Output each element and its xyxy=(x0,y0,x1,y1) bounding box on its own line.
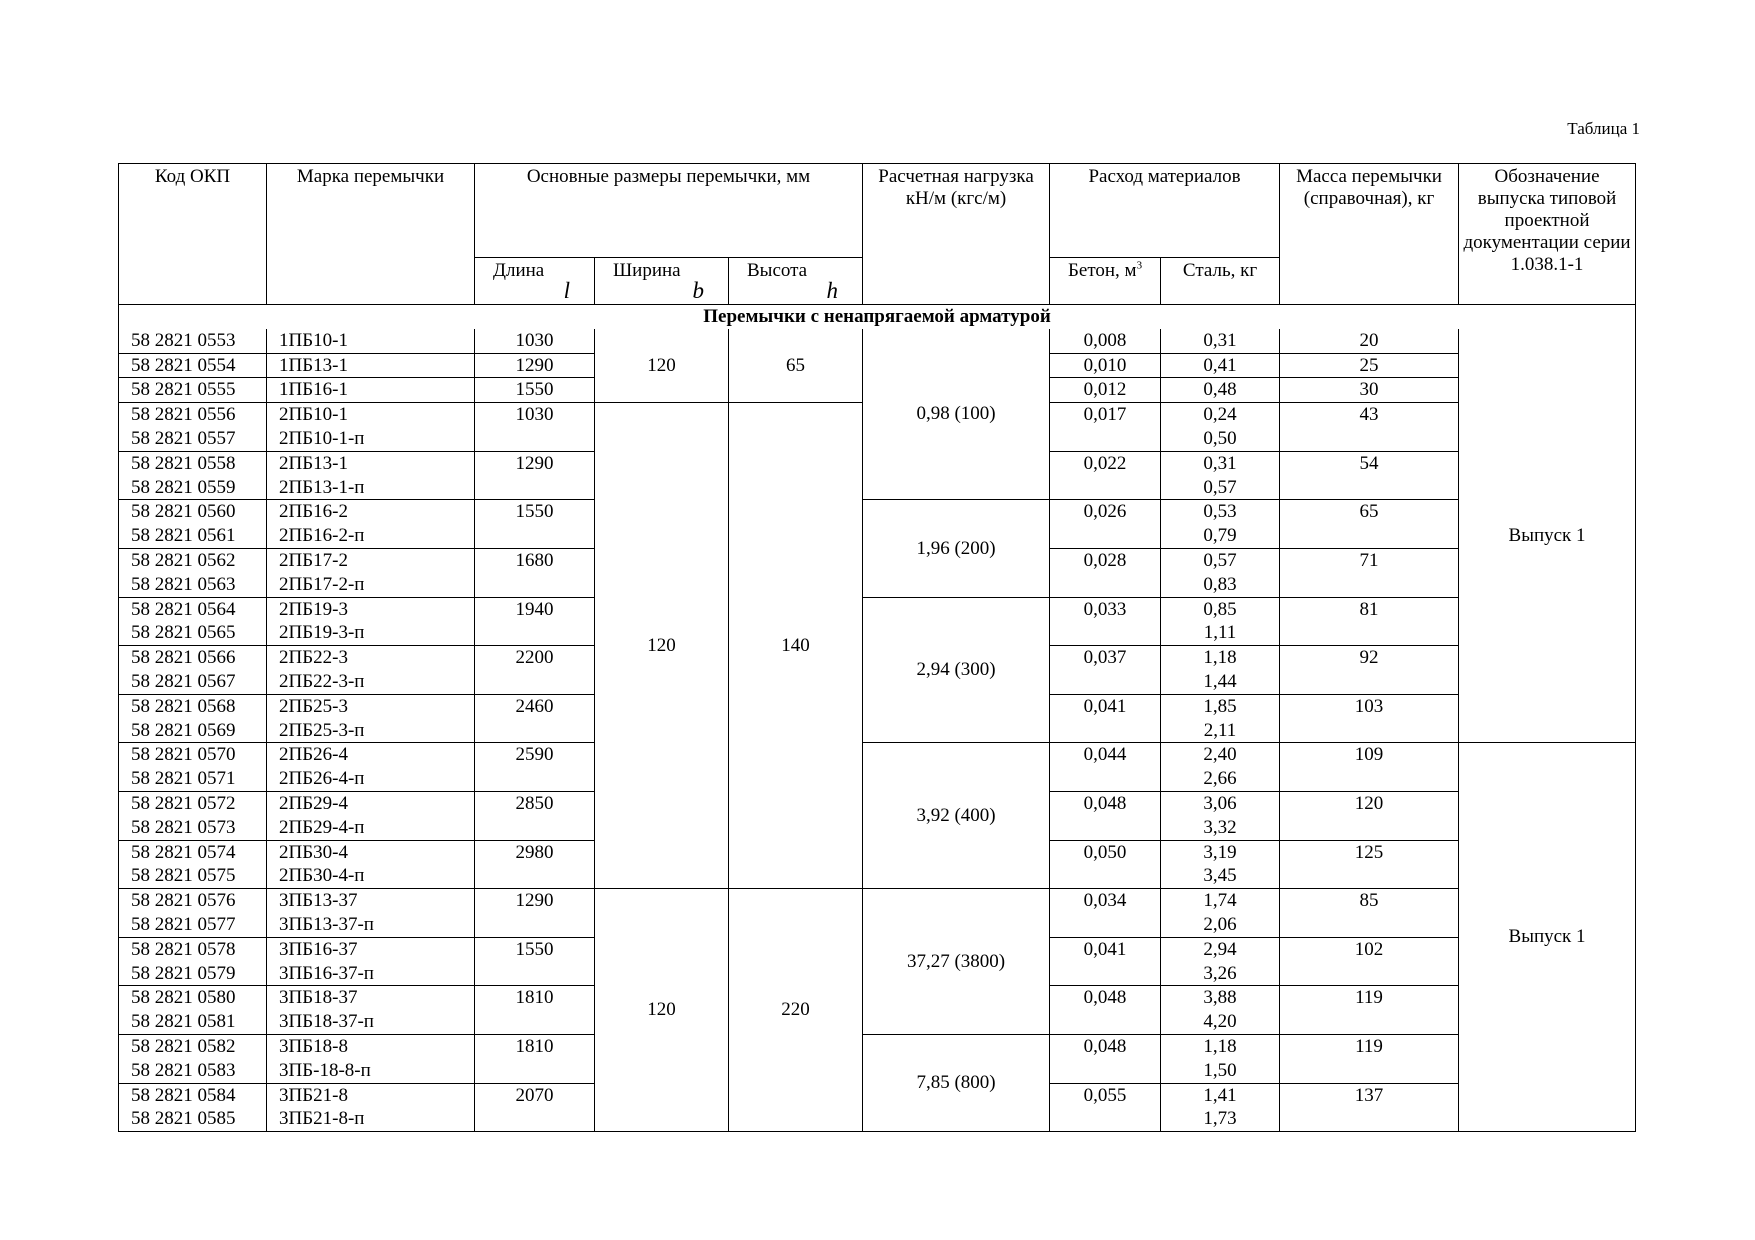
concrete-cell xyxy=(1050,670,1161,694)
mass-cell xyxy=(1280,427,1459,451)
table-body xyxy=(119,305,1636,1132)
header-width xyxy=(595,258,729,305)
steel-cell: 1,11 xyxy=(1161,621,1280,645)
width-cell: 120 xyxy=(595,889,729,1132)
lintel-spec-table xyxy=(118,163,1636,1132)
load-cell: 1,96 (200) xyxy=(863,500,1050,597)
concrete-cell xyxy=(1050,1059,1161,1083)
mark-cell: 2ПБ25-3-п xyxy=(267,719,475,743)
mass-cell: 20 xyxy=(1280,329,1459,353)
okp-code-cell: 58 2821 0582 xyxy=(119,1034,267,1058)
load-cell: 0,98 (100) xyxy=(863,329,1050,500)
okp-code-cell: 58 2821 0563 xyxy=(119,573,267,597)
mass-cell: 109 xyxy=(1280,743,1459,767)
width-cell: 120 xyxy=(595,403,729,889)
load-cell: 37,27 (3800) xyxy=(863,889,1050,1035)
concrete-cell: 0,037 xyxy=(1050,646,1161,670)
length-cell xyxy=(475,1107,595,1131)
length-cell xyxy=(475,476,595,500)
length-cell xyxy=(475,962,595,986)
steel-cell: 3,26 xyxy=(1161,962,1280,986)
header-dims: Основные размеры перемычки, мм xyxy=(475,164,863,258)
length-cell: 2590 xyxy=(475,743,595,767)
okp-code-cell: 58 2821 0556 xyxy=(119,403,267,427)
height-cell: 140 xyxy=(729,403,863,889)
mark-cell: 3ПБ21-8 xyxy=(267,1083,475,1107)
okp-code-cell: 58 2821 0580 xyxy=(119,986,267,1010)
okp-code-cell: 58 2821 0559 xyxy=(119,476,267,500)
steel-cell: 0,85 xyxy=(1161,597,1280,621)
okp-code-cell: 58 2821 0566 xyxy=(119,646,267,670)
mass-cell: 119 xyxy=(1280,1034,1459,1058)
mass-cell xyxy=(1280,913,1459,937)
table-row xyxy=(119,1034,1636,1058)
header-mass: Масса перемычки (справочная), кг xyxy=(1280,164,1459,305)
mass-cell: 81 xyxy=(1280,597,1459,621)
length-cell: 2200 xyxy=(475,646,595,670)
mass-cell xyxy=(1280,816,1459,840)
header-doc: Обозначение выпуска типовой проектной документации серии 1.038.1-1 xyxy=(1459,164,1636,305)
concrete-cell: 0,010 xyxy=(1050,353,1161,378)
mark-cell: 2ПБ29-4 xyxy=(267,791,475,815)
steel-cell: 3,06 xyxy=(1161,791,1280,815)
load-cell: 3,92 (400) xyxy=(863,743,1050,889)
okp-code-cell: 58 2821 0568 xyxy=(119,694,267,718)
length-cell xyxy=(475,573,595,597)
header-okp: Код ОКП xyxy=(119,164,267,305)
steel-cell: 0,48 xyxy=(1161,378,1280,403)
steel-cell: 0,31 xyxy=(1161,329,1280,353)
steel-cell: 0,79 xyxy=(1161,524,1280,548)
concrete-cell xyxy=(1050,573,1161,597)
steel-cell: 3,32 xyxy=(1161,816,1280,840)
okp-code-cell: 58 2821 0575 xyxy=(119,864,267,888)
mark-cell: 2ПБ13-1-п xyxy=(267,476,475,500)
mass-cell: 119 xyxy=(1280,986,1459,1010)
doc-issue-cell: Выпуск 1 xyxy=(1459,329,1636,743)
steel-cell: 1,85 xyxy=(1161,694,1280,718)
steel-cell: 1,44 xyxy=(1161,670,1280,694)
mark-cell: 3ПБ18-37-п xyxy=(267,1010,475,1034)
steel-cell: 0,31 xyxy=(1161,451,1280,475)
mark-cell: 2ПБ10-1-п xyxy=(267,427,475,451)
length-cell: 1550 xyxy=(475,500,595,524)
okp-code-cell: 58 2821 0555 xyxy=(119,378,267,403)
concrete-cell xyxy=(1050,962,1161,986)
concrete-cell: 0,050 xyxy=(1050,840,1161,864)
mark-cell: 2ПБ19-3 xyxy=(267,597,475,621)
mass-cell xyxy=(1280,719,1459,743)
mark-cell: 3ПБ16-37-п xyxy=(267,962,475,986)
mark-cell: 3ПБ18-8 xyxy=(267,1034,475,1058)
mass-cell: 25 xyxy=(1280,353,1459,378)
header-length-symbol: l xyxy=(563,278,570,303)
length-cell xyxy=(475,524,595,548)
mass-cell: 137 xyxy=(1280,1083,1459,1107)
okp-code-cell: 58 2821 0584 xyxy=(119,1083,267,1107)
okp-code-cell: 58 2821 0579 xyxy=(119,962,267,986)
header-concrete-label: Бетон, м xyxy=(1067,260,1137,281)
header-height-symbol: h xyxy=(826,278,839,303)
okp-code-cell: 58 2821 0565 xyxy=(119,621,267,645)
okp-code-cell: 58 2821 0553 xyxy=(119,329,267,353)
steel-cell: 2,06 xyxy=(1161,913,1280,937)
concrete-cell: 0,041 xyxy=(1050,937,1161,961)
concrete-cell: 0,048 xyxy=(1050,986,1161,1010)
concrete-cell xyxy=(1050,427,1161,451)
concrete-cell: 0,028 xyxy=(1050,548,1161,572)
steel-cell: 2,94 xyxy=(1161,937,1280,961)
okp-code-cell: 58 2821 0571 xyxy=(119,767,267,791)
okp-code-cell: 58 2821 0560 xyxy=(119,500,267,524)
steel-cell: 2,66 xyxy=(1161,767,1280,791)
mass-cell: 120 xyxy=(1280,791,1459,815)
steel-cell: 0,24 xyxy=(1161,403,1280,427)
okp-code-cell: 58 2821 0567 xyxy=(119,670,267,694)
concrete-cell: 0,022 xyxy=(1050,451,1161,475)
length-cell: 1030 xyxy=(475,403,595,427)
header-steel: Сталь, кг xyxy=(1161,258,1280,305)
mass-cell: 103 xyxy=(1280,694,1459,718)
mass-cell xyxy=(1280,476,1459,500)
concrete-cell xyxy=(1050,1107,1161,1131)
concrete-cell: 0,026 xyxy=(1050,500,1161,524)
length-cell: 1810 xyxy=(475,1034,595,1058)
okp-code-cell: 58 2821 0573 xyxy=(119,816,267,840)
length-cell xyxy=(475,864,595,888)
concrete-cell xyxy=(1050,719,1161,743)
table-caption: Таблица 1 xyxy=(1567,119,1640,138)
steel-cell: 4,20 xyxy=(1161,1010,1280,1034)
load-cell: 2,94 (300) xyxy=(863,597,1050,743)
mass-cell xyxy=(1280,1107,1459,1131)
concrete-cell xyxy=(1050,621,1161,645)
mass-cell: 43 xyxy=(1280,403,1459,427)
concrete-cell: 0,033 xyxy=(1050,597,1161,621)
steel-cell: 1,50 xyxy=(1161,1059,1280,1083)
mark-cell: 3ПБ-18-8-п xyxy=(267,1059,475,1083)
concrete-cell xyxy=(1050,476,1161,500)
okp-code-cell: 58 2821 0581 xyxy=(119,1010,267,1034)
concrete-cell: 0,044 xyxy=(1050,743,1161,767)
concrete-cell: 0,017 xyxy=(1050,403,1161,427)
mass-cell xyxy=(1280,573,1459,597)
length-cell: 1680 xyxy=(475,548,595,572)
header-height-label: Высота xyxy=(747,260,808,281)
height-cell: 65 xyxy=(729,329,863,403)
mass-cell: 54 xyxy=(1280,451,1459,475)
okp-code-cell: 58 2821 0570 xyxy=(119,743,267,767)
mark-cell: 2ПБ26-4 xyxy=(267,743,475,767)
header-length-label: Длина xyxy=(493,260,545,281)
mass-cell: 30 xyxy=(1280,378,1459,403)
length-cell xyxy=(475,719,595,743)
mark-cell: 2ПБ13-1 xyxy=(267,451,475,475)
length-cell: 1290 xyxy=(475,889,595,913)
okp-code-cell: 58 2821 0576 xyxy=(119,889,267,913)
okp-code-cell: 58 2821 0569 xyxy=(119,719,267,743)
steel-cell: 3,19 xyxy=(1161,840,1280,864)
header-width-symbol: b xyxy=(692,278,704,303)
header-width-label: Ширина xyxy=(613,260,681,281)
mass-cell xyxy=(1280,670,1459,694)
steel-cell: 3,45 xyxy=(1161,864,1280,888)
header-height xyxy=(729,258,863,305)
length-cell: 1810 xyxy=(475,986,595,1010)
mass-cell xyxy=(1280,962,1459,986)
mass-cell: 71 xyxy=(1280,548,1459,572)
table-row xyxy=(119,500,1636,524)
mark-cell: 1ПБ10-1 xyxy=(267,329,475,353)
length-cell xyxy=(475,913,595,937)
mark-cell: 3ПБ18-37 xyxy=(267,986,475,1010)
length-cell xyxy=(475,427,595,451)
header-load: Расчетная нагрузка кН/м (кгс/м) xyxy=(863,164,1050,305)
steel-cell: 1,18 xyxy=(1161,1034,1280,1058)
mark-cell: 2ПБ19-3-п xyxy=(267,621,475,645)
concrete-cell xyxy=(1050,864,1161,888)
concrete-cell xyxy=(1050,1010,1161,1034)
okp-code-cell: 58 2821 0572 xyxy=(119,791,267,815)
length-cell xyxy=(475,767,595,791)
steel-cell: 1,73 xyxy=(1161,1107,1280,1131)
concrete-cell xyxy=(1050,524,1161,548)
length-cell: 2460 xyxy=(475,694,595,718)
length-cell xyxy=(475,670,595,694)
mass-cell xyxy=(1280,1059,1459,1083)
mark-cell: 2ПБ17-2 xyxy=(267,548,475,572)
length-cell: 1030 xyxy=(475,329,595,353)
length-cell: 1290 xyxy=(475,451,595,475)
steel-cell: 1,41 xyxy=(1161,1083,1280,1107)
okp-code-cell: 58 2821 0561 xyxy=(119,524,267,548)
mark-cell: 3ПБ13-37 xyxy=(267,889,475,913)
mass-cell: 102 xyxy=(1280,937,1459,961)
header-length xyxy=(475,258,595,305)
okp-code-cell: 58 2821 0557 xyxy=(119,427,267,451)
concrete-cell xyxy=(1050,767,1161,791)
steel-cell: 0,57 xyxy=(1161,476,1280,500)
concrete-cell xyxy=(1050,816,1161,840)
okp-code-cell: 58 2821 0583 xyxy=(119,1059,267,1083)
length-cell xyxy=(475,621,595,645)
mark-cell: 2ПБ22-3-п xyxy=(267,670,475,694)
mass-cell xyxy=(1280,524,1459,548)
mark-cell: 2ПБ16-2-п xyxy=(267,524,475,548)
mark-cell: 2ПБ26-4-п xyxy=(267,767,475,791)
mass-cell xyxy=(1280,621,1459,645)
steel-cell: 0,53 xyxy=(1161,500,1280,524)
table-row xyxy=(119,743,1636,767)
mass-cell xyxy=(1280,864,1459,888)
okp-code-cell: 58 2821 0554 xyxy=(119,353,267,378)
okp-code-cell: 58 2821 0577 xyxy=(119,913,267,937)
length-cell: 1290 xyxy=(475,353,595,378)
steel-cell: 2,40 xyxy=(1161,743,1280,767)
okp-code-cell: 58 2821 0564 xyxy=(119,597,267,621)
length-cell: 1550 xyxy=(475,937,595,961)
length-cell xyxy=(475,1010,595,1034)
concrete-cell: 0,034 xyxy=(1050,889,1161,913)
steel-cell: 0,41 xyxy=(1161,353,1280,378)
header-concrete xyxy=(1050,258,1161,305)
concrete-cell: 0,041 xyxy=(1050,694,1161,718)
length-cell: 2980 xyxy=(475,840,595,864)
table-row xyxy=(119,329,1636,353)
steel-cell: 0,50 xyxy=(1161,427,1280,451)
header-materials: Расход материалов xyxy=(1050,164,1280,258)
length-cell xyxy=(475,816,595,840)
okp-code-cell: 58 2821 0562 xyxy=(119,548,267,572)
mark-cell: 2ПБ16-2 xyxy=(267,500,475,524)
steel-cell: 0,83 xyxy=(1161,573,1280,597)
mass-cell: 125 xyxy=(1280,840,1459,864)
width-cell: 120 xyxy=(595,329,729,403)
doc-issue-cell: Выпуск 1 xyxy=(1459,743,1636,1132)
table-row xyxy=(119,597,1636,621)
mass-cell: 92 xyxy=(1280,646,1459,670)
mark-cell: 3ПБ13-37-п xyxy=(267,913,475,937)
mark-cell: 1ПБ16-1 xyxy=(267,378,475,403)
length-cell: 1940 xyxy=(475,597,595,621)
mark-cell: 3ПБ21-8-п xyxy=(267,1107,475,1131)
okp-code-cell: 58 2821 0585 xyxy=(119,1107,267,1131)
steel-cell: 2,11 xyxy=(1161,719,1280,743)
mass-cell xyxy=(1280,1010,1459,1034)
section-title: Перемычки с ненапрягаемой арматурой xyxy=(119,305,1636,329)
length-cell xyxy=(475,1059,595,1083)
steel-cell: 1,18 xyxy=(1161,646,1280,670)
header-mark: Марка перемычки xyxy=(267,164,475,305)
concrete-cell: 0,048 xyxy=(1050,1034,1161,1058)
concrete-cell: 0,048 xyxy=(1050,791,1161,815)
mark-cell: 2ПБ25-3 xyxy=(267,694,475,718)
concrete-cell: 0,008 xyxy=(1050,329,1161,353)
okp-code-cell: 58 2821 0574 xyxy=(119,840,267,864)
concrete-cell: 0,012 xyxy=(1050,378,1161,403)
load-cell: 7,85 (800) xyxy=(863,1034,1050,1131)
mark-cell: 2ПБ22-3 xyxy=(267,646,475,670)
steel-cell: 1,74 xyxy=(1161,889,1280,913)
length-cell: 2070 xyxy=(475,1083,595,1107)
steel-cell: 0,57 xyxy=(1161,548,1280,572)
mark-cell: 2ПБ30-4 xyxy=(267,840,475,864)
mark-cell: 2ПБ29-4-п xyxy=(267,816,475,840)
mark-cell: 3ПБ16-37 xyxy=(267,937,475,961)
mass-cell: 65 xyxy=(1280,500,1459,524)
steel-cell: 3,88 xyxy=(1161,986,1280,1010)
mark-cell: 2ПБ30-4-п xyxy=(267,864,475,888)
mark-cell: 2ПБ10-1 xyxy=(267,403,475,427)
concrete-cell: 0,055 xyxy=(1050,1083,1161,1107)
concrete-cell xyxy=(1050,913,1161,937)
mass-cell xyxy=(1280,767,1459,791)
length-cell: 1550 xyxy=(475,378,595,403)
height-cell: 220 xyxy=(729,889,863,1132)
table-row xyxy=(119,889,1636,913)
mass-cell: 85 xyxy=(1280,889,1459,913)
okp-code-cell: 58 2821 0578 xyxy=(119,937,267,961)
okp-code-cell: 58 2821 0558 xyxy=(119,451,267,475)
mark-cell: 2ПБ17-2-п xyxy=(267,573,475,597)
mark-cell: 1ПБ13-1 xyxy=(267,353,475,378)
header-concrete-exponent: 3 xyxy=(1136,259,1143,272)
length-cell: 2850 xyxy=(475,791,595,815)
